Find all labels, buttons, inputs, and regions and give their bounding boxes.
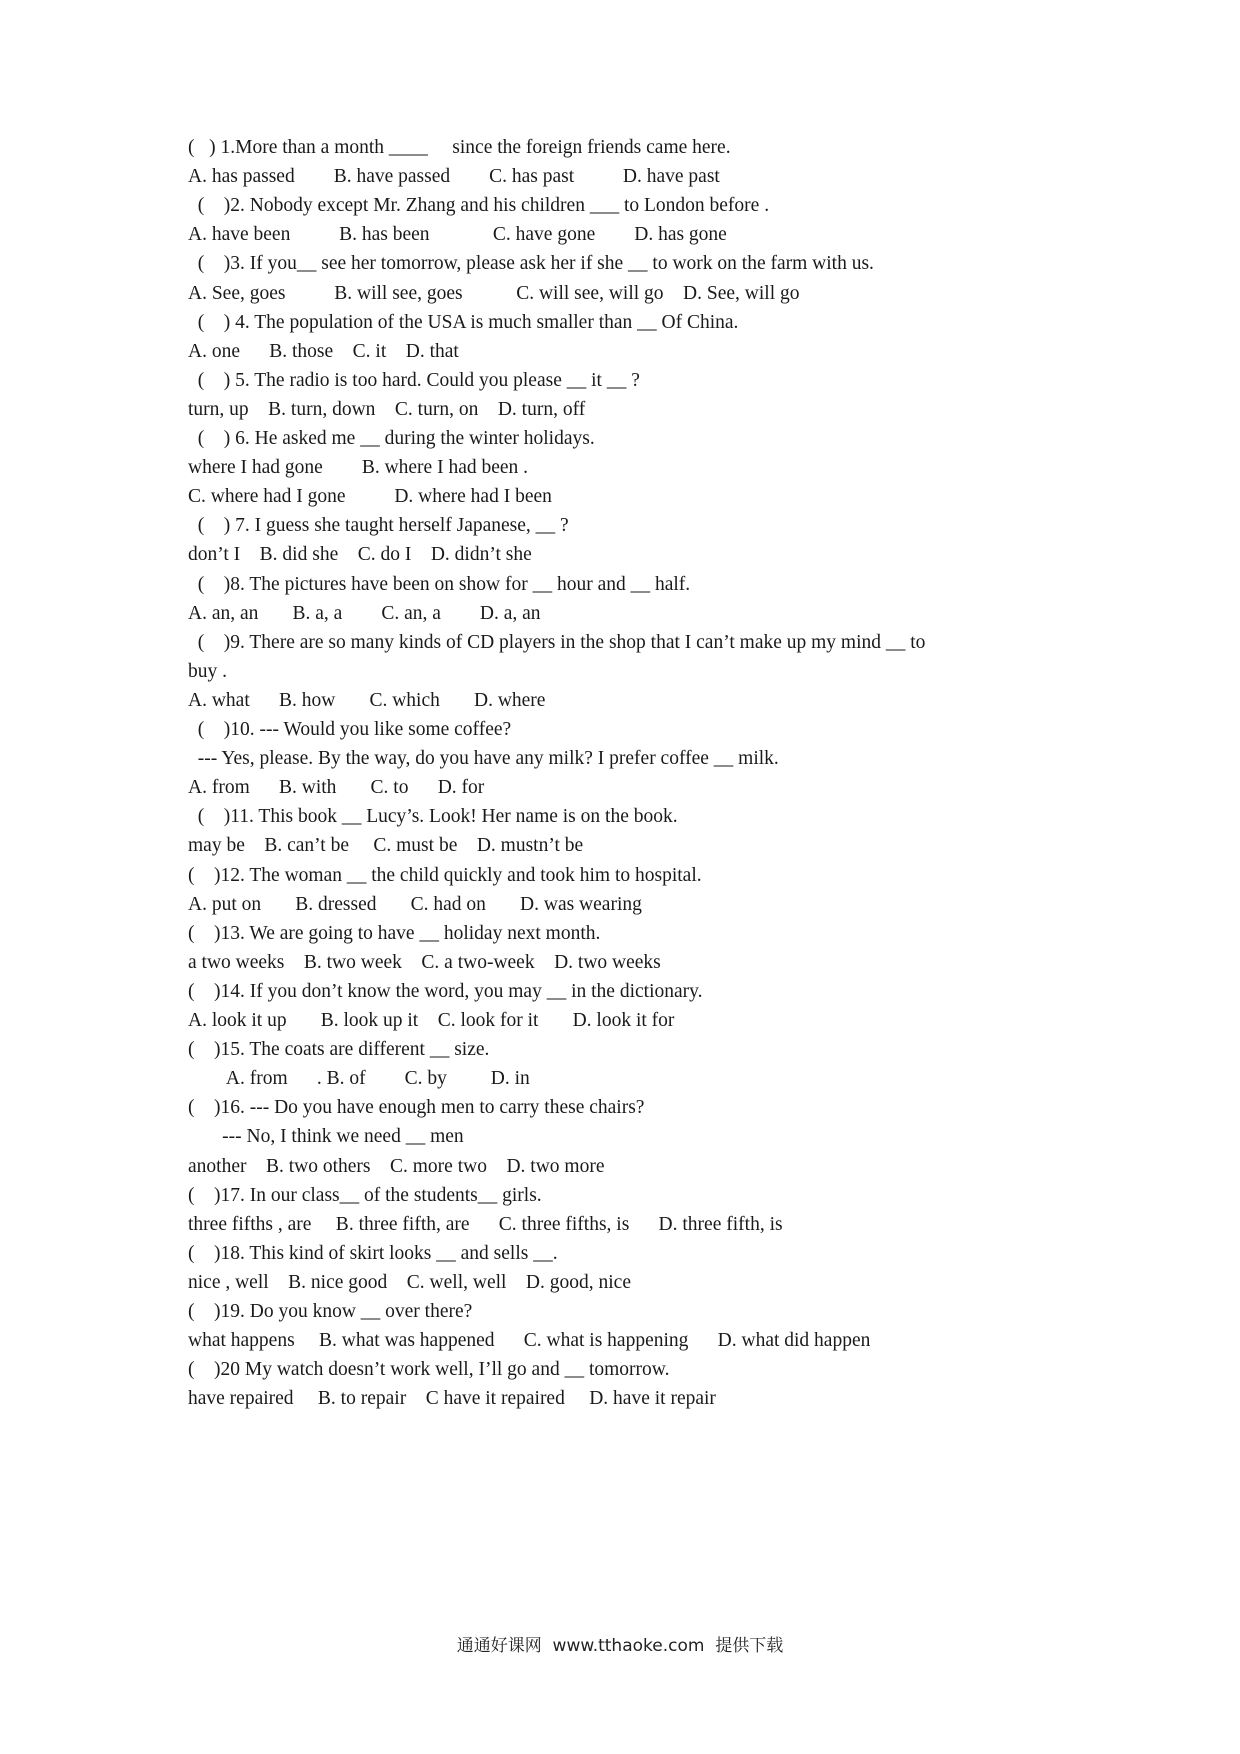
text-line: A. look it up B. look up it C. look for it D. look it for <box>188 1010 675 1031</box>
text-line: three fifths , are B. three fifth, are C. three fifths, is D. three fifth, is <box>188 1213 783 1235</box>
text-line: ( ) 5. The radio is too hard. Could you please __ it __ ? <box>188 369 640 391</box>
text-line: ( )12. The woman __ the child quickly and took him to hospital. <box>188 864 702 886</box>
text-line: ( )15. The coats are different __ size. <box>188 1039 490 1061</box>
text-line: A. See, goes B. will see, goes C. will see, will go D. See, will go <box>188 282 800 304</box>
text-line: may be B. can’t be C. must be D. mustn’t be <box>188 835 584 857</box>
text-line: ( ) 4. The population of the USA is much smaller than __ Of China. <box>188 311 739 333</box>
text-line: ( )20 My watch doesn’t work well, I’ll go and __ tomorrow. <box>188 1359 670 1381</box>
text-line: buy . <box>188 660 227 682</box>
text-line: what happens B. what was happened C. what is happening D. what did happen <box>188 1330 871 1352</box>
text-line: ( ) 1.More than a month ____ since the foreign friends came here. <box>188 137 731 158</box>
text-line: where I had gone B. where I had been . <box>188 457 529 479</box>
text-line: turn, up B. turn, down C. turn, on D. turn, off <box>188 398 586 420</box>
text-line: ( ) 6. He asked me __ during the winter holidays. <box>188 428 595 449</box>
text-line: A. from . B. of C. by D. in <box>188 1068 530 1090</box>
text-line: ( )10. --- Would you like some coffee? <box>188 719 512 740</box>
text-line: ( )11. This book __ Lucy’s. Look! Her name is on the book. <box>188 806 678 828</box>
text-line: ( )14. If you don’t know the word, you may __ in the dictionary. <box>188 980 703 1002</box>
text-line: A. from B. with C. to D. for <box>188 777 485 799</box>
text-line: have repaired B. to repair C have it repaired D. have it repair <box>188 1388 716 1410</box>
text-line: ( )17. In our class__ of the students__ girls. <box>188 1184 542 1206</box>
text-line: A. what B. how C. which D. where <box>188 689 546 711</box>
text-line: A. put on B. dressed C. had on D. was wearing <box>188 893 642 915</box>
text-line: A. have been B. has been C. have gone D. has gone <box>188 224 727 246</box>
text-line: ( )9. There are so many kinds of CD players in the shop that I can’t make up my mind __ to <box>188 631 926 653</box>
footer-watermark: 通通好课网 www.tthaoke.com 提供下载 <box>456 1636 784 1656</box>
text-line: a two weeks B. two week C. a two-week D. two weeks <box>188 951 661 973</box>
text-line: --- No, I think we need __ men <box>188 1126 464 1148</box>
text-line: C. where had I gone D. where had I been <box>188 486 552 508</box>
text-line: another B. two others C. more two D. two more <box>188 1155 605 1177</box>
text-line: ( )13. We are going to have __ holiday next month. <box>188 922 601 944</box>
text-line: ( )16. --- Do you have enough men to carry these chairs? <box>188 1097 645 1119</box>
text-line: nice , well B. nice good C. well, well D. good, nice <box>188 1271 631 1293</box>
text-line: ( )3. If you__ see her tomorrow, please ask her if she __ to work on the farm with us. <box>188 253 874 275</box>
text-line: ( )18. This kind of skirt looks __ and sells __. <box>188 1242 558 1264</box>
text-line: A. one B. those C. it D. that <box>188 340 459 362</box>
text-line: ( )19. Do you know __ over there? <box>188 1301 473 1322</box>
text-line: --- Yes, please. By the way, do you have any milk? I prefer coffee __ milk. <box>188 748 779 770</box>
text-line: don’t I B. did she C. do I D. didn’t she <box>188 544 532 566</box>
text-line: A. an, an B. a, a C. an, a D. a, an <box>188 602 541 624</box>
text-line: A. has passed B. have passed C. has past D. have past <box>188 166 720 188</box>
text-line: ( ) 7. I guess she taught herself Japanese, __ ? <box>188 515 569 537</box>
text-line: ( )8. The pictures have been on show for __ hour and __ half. <box>188 573 691 595</box>
text-line: ( )2. Nobody except Mr. Zhang and his children ___ to London before . <box>188 195 770 217</box>
